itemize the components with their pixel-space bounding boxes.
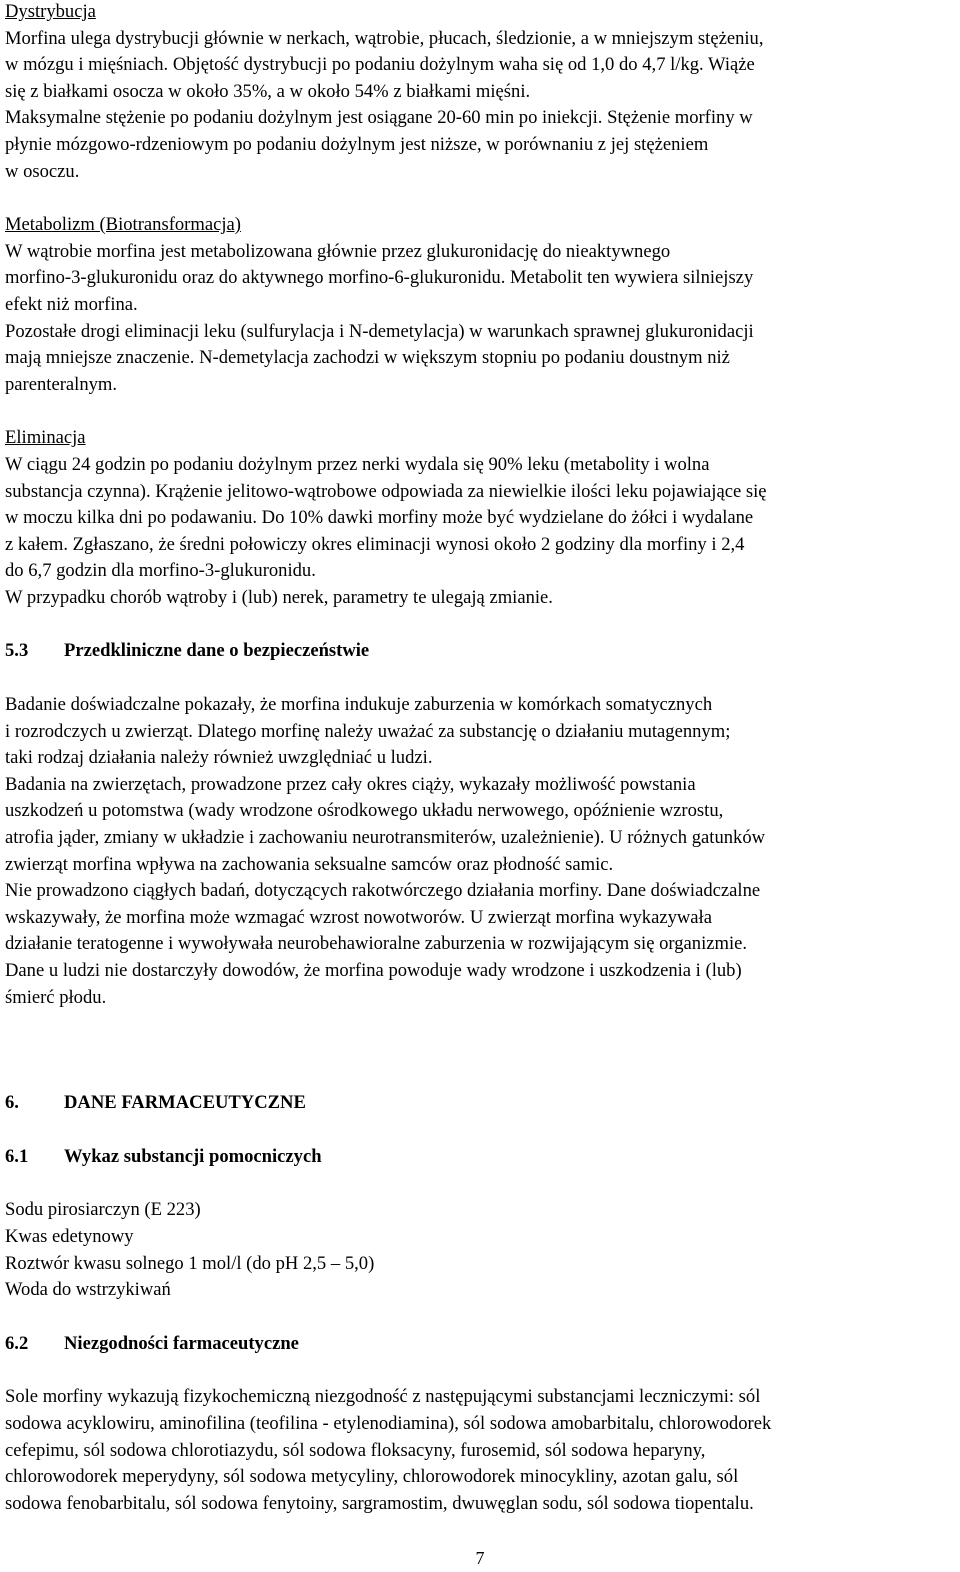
- section-metabolizm: [5, 212, 957, 398]
- section-number: 6.2: [5, 1332, 29, 1354]
- spacer: [5, 1117, 957, 1144]
- text-line: morfino-3-glukuronidu oraz do aktywnego morfino-6-glukuronidu. Metabolit ten wywiera silniejszy: [5, 267, 754, 289]
- text-line: Badania na zwierzętach, prowadzone przez cały okres ciąży, wykazały możliwość powstania: [5, 773, 696, 795]
- text-line: w moczu kilka dni po podawaniu. Do 10% dawki morfiny może być wydzielane do żółci i wydalane: [5, 507, 754, 529]
- text-line: Dane u ludzi nie dostarczyły dowodów, że morfina powoduje wady wrodzone i uszkodzenia i (lub): [5, 960, 742, 981]
- text-line: działanie teratogenne i wywoływała neurobehawioralne zaburzenia w rozwijającym się organizmie.: [5, 933, 748, 955]
- text-line: w mózgu i mięśniach. Objętość dystrybucji po podaniu dożylnym waha się od 1,0 do 4,7 l/kg. Wiąże: [5, 54, 755, 76]
- text-line: uszkodzeń u potomstwa (wady wrodzone ośrodkowego układu nerwowego, opóźnienie wzrostu,: [5, 800, 724, 822]
- section-number: 6.: [5, 1092, 19, 1114]
- list-item: Woda do wstrzykiwań: [5, 1279, 171, 1301]
- list-item: Sodu pirosiarczyn (E 223): [5, 1199, 201, 1221]
- subsection-title: Eliminacja: [5, 427, 86, 449]
- text-line: do 6,7 godzin dla morfino-3-glukuronidu.: [5, 560, 316, 582]
- spacer: [5, 1304, 957, 1331]
- section-title: Wykaz substancji pomocniczych: [64, 1145, 322, 1167]
- text-line: Morfina ulega dystrybucji głównie w nerkach, wątrobie, płucach, śledzionie, a w mniejszym stężeniu,: [5, 27, 764, 49]
- section-heading: [5, 1144, 957, 1171]
- text-line: Sole morfiny wykazują fizykochemiczną niezgodność z następującymi substancjami leczniczymi: sól: [5, 1386, 761, 1408]
- text-line: Nie prowadzono ciągłych badań, dotyczących rakotwórczego działania morfiny. Dane doświadczalne: [5, 880, 761, 902]
- document-page: [5, 0, 957, 1517]
- text-line: z kałem. Zgłaszano, że średni połowiczy okres eliminacji wynosi około 2 godziny dla morfiny i 2,4: [5, 533, 745, 555]
- text-line: atrofia jąder, zmiany w układzie i zachowaniu neurotransmiterów, uzależnienie). U różnych gatunków: [5, 827, 766, 849]
- spacer: [5, 1011, 957, 1063]
- section-eliminacja: [5, 425, 957, 611]
- spacer: [5, 1063, 957, 1090]
- section-number: 5.3: [5, 640, 29, 662]
- text-line: śmierć płodu.: [5, 986, 107, 1008]
- spacer: [5, 185, 957, 212]
- text-line: sodowa fenobarbitalu, sól sodowa fenytoiny, sargramostim, dwuwęglan sodu, sól sodowa tiopentalu.: [5, 1492, 754, 1514]
- list-item: Roztwór kwasu solnego 1 mol/l (do pH 2,5 – 5,0): [5, 1252, 375, 1274]
- section-title: Niezgodności farmaceutyczne: [64, 1332, 299, 1354]
- list-item: Kwas edetynowy: [5, 1225, 134, 1247]
- section-5-3: [5, 638, 957, 1011]
- spacer: [5, 398, 957, 425]
- text-line: efekt niż morfina.: [5, 293, 138, 315]
- text-line: Maksymalne stężenie po podaniu dożylnym jest osiągane 20-60 min po iniekcji. Stężenie morfiny w: [5, 107, 753, 129]
- section-number: 6.1: [5, 1145, 29, 1167]
- text-line: mają mniejsze znaczenie. N-demetylacja zachodzi w większym stopniu po podaniu doustnym niż: [5, 347, 730, 369]
- subsection-title: Dystrybucja: [5, 1, 96, 22]
- text-line: taki rodzaj działania należy również uwzględniać u ludzi.: [5, 747, 433, 769]
- text-line: substancja czynna). Krążenie jelitowo-wątrobowe odpowiada za niewielkie ilości leku pojawiające się: [5, 480, 767, 502]
- text-line: W wątrobie morfina jest metabolizowana głównie przez glukuronidację do nieaktywnego: [5, 240, 671, 262]
- spacer: [5, 1170, 957, 1197]
- text-line: parenteralnym.: [5, 373, 118, 395]
- spacer: [5, 611, 957, 638]
- text-line: i rozrodczych u zwierząt. Dlatego morfinę należy uważać za substancję o działaniu mutagennym;: [5, 720, 731, 742]
- subsection-title: Metabolizm (Biotransformacja): [5, 214, 241, 236]
- section-6: [5, 1090, 957, 1117]
- text-line: W ciągu 24 godzin po podaniu dożylnym przez nerki wydala się 90% leku (metabolity i wolna: [5, 453, 710, 475]
- section-heading: [5, 1331, 957, 1358]
- text-line: Pozostałe drogi eliminacji leku (sulfurylacja i N-demetylacja) w warunkach sprawnej glukuronidacji: [5, 320, 754, 342]
- text-line: w osoczu.: [5, 160, 80, 182]
- text-line: chlorowodorek meperydyny, sól sodowa metycyliny, chlorowodorek minocykliny, azotan galu, sól: [5, 1466, 739, 1488]
- text-line: cefepimu, sól sodowa chlorotiazydu, sól sodowa floksacyny, furosemid, sól sodowa heparyny,: [5, 1439, 706, 1461]
- text-line: płynie mózgowo-rdzeniowym po podaniu dożylnym jest niższe, w porównaniu z jej stężeniem: [5, 133, 709, 155]
- section-6-1: [5, 1144, 957, 1304]
- text-line: W przypadku chorób wątroby i (lub) nerek, parametry te ulegają zmianie.: [5, 586, 553, 608]
- spacer: [5, 665, 957, 692]
- section-heading: [5, 1090, 957, 1117]
- text-line: wskazywały, że morfina może wzmagać wzrost nowotworów. U zwierząt morfina wykazywała: [5, 906, 712, 928]
- section-heading: [5, 638, 957, 665]
- section-title: DANE FARMACEUTYCZNE: [64, 1092, 306, 1114]
- section-6-2: [5, 1331, 957, 1518]
- text-line: się z białkami osocza w około 35%, a w około 54% z białkami mięśni.: [5, 80, 531, 102]
- section-title: Przedkliniczne dane o bezpieczeństwie: [64, 640, 370, 662]
- text-line: zwierząt morfina wpływa na zachowania seksualne samców oraz płodność samic.: [5, 853, 614, 875]
- section-dystrybucja: [5, 0, 957, 185]
- text-line: Badanie doświadczalne pokazały, że morfina indukuje zaburzenia w komórkach somatycznych: [5, 694, 713, 716]
- page-number: 7: [475, 1548, 485, 1568]
- spacer: [5, 1357, 957, 1384]
- text-line: sodowa acyklowiru, aminofilina (teofilina - etylenodiamina), sól sodowa amobarbitalu, chlorowodorek: [5, 1412, 772, 1434]
